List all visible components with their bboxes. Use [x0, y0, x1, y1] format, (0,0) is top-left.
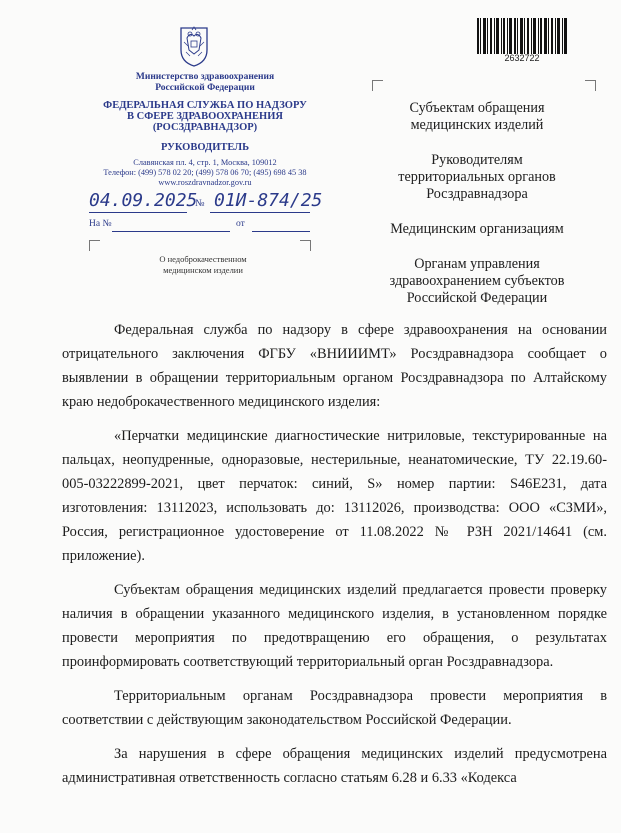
addressees-block	[362, 100, 592, 325]
registration-number: 01И-874/25	[214, 190, 323, 211]
reply-to-number-label: На №	[89, 219, 112, 229]
barcode-number: 2632722	[504, 53, 540, 63]
body-paragraph: Субъектам обращения медицинских изделий предлагается провести проверку наличия в обращении указанного медицинского изделия, в установленном порядке провести мероприятия по предотвращению его обращения, о результатах проинформировать соответствующий территориальный орган Росздравнадзора.	[62, 582, 607, 670]
addressee: Органам управления здравоохранением субъектов Российской Федерации	[389, 256, 565, 306]
number-label: №	[195, 198, 205, 209]
body-paragraph: Федеральная служба по надзору в сфере здравоохранения на основании отрицательного заключения ФГБУ «ВНИИИМТ» Росздравнадзора сообщает о выявлении в обращении территориальным органом Росздравнадзора по Алтайскому краю недоброкачественного медицинского изделия:	[62, 322, 607, 410]
ministry-name: Министерство здравоохранения Российской Федерации	[135, 72, 275, 93]
addressee: Медицинским организациям	[390, 221, 564, 237]
addressee: Руководителям территориальных органов Росздравнадзора	[398, 152, 556, 202]
letter-body	[62, 318, 607, 800]
registration-date: 04.09.2025	[89, 190, 198, 211]
body-paragraph: За нарушения в сфере обращения медицинских изделий предусмотрена административная ответственность согласно статьям 6.28 и 6.33 «Кодекса	[62, 746, 607, 786]
agency-address: Славянская пл. 4, стр. 1, Москва, 109012 Телефон: (499) 578 02 20; (499) 578 06 70; (495) 698 45 38 www.roszdravnadzor.gov.ru	[103, 158, 307, 187]
addressee: Субъектам обращения медицинских изделий	[409, 100, 545, 133]
reply-to-date-label: от	[236, 219, 245, 229]
body-paragraph: Территориальным органам Росздравнадзора провести мероприятия в соответствии с действующим законодательством Российской Федерации.	[62, 688, 607, 728]
agency-name: ФЕДЕРАЛЬНАЯ СЛУЖБА ПО НАДЗОРУ В СФЕРЕ ЗДРАВООХРАНЕНИЯ (РОСЗДРАВНАДЗОР)	[103, 100, 307, 133]
head-title: РУКОВОДИТЕЛЬ	[160, 142, 250, 153]
barcode	[477, 18, 567, 54]
letter-subject: О недоброкачественном медицинском изделии	[159, 254, 247, 275]
body-paragraph: «Перчатки медицинские диагностические нитриловые, текстурированные на пальцах, неопудренные, одноразовые, нестерильные, неанатомические, ТУ 22.19.60-005-03222899-2021, цвет перчаток: синий, S» номер партии: S46E231, дата изготовления: 13112023, использовать до: 13112026, производства: ООО «СЗМИ», Россия, регистрационное удостоверение от 11.08.2022 № РЗН 2021/14641 (см. приложение).	[62, 428, 607, 564]
coat-of-arms-icon	[178, 24, 210, 68]
